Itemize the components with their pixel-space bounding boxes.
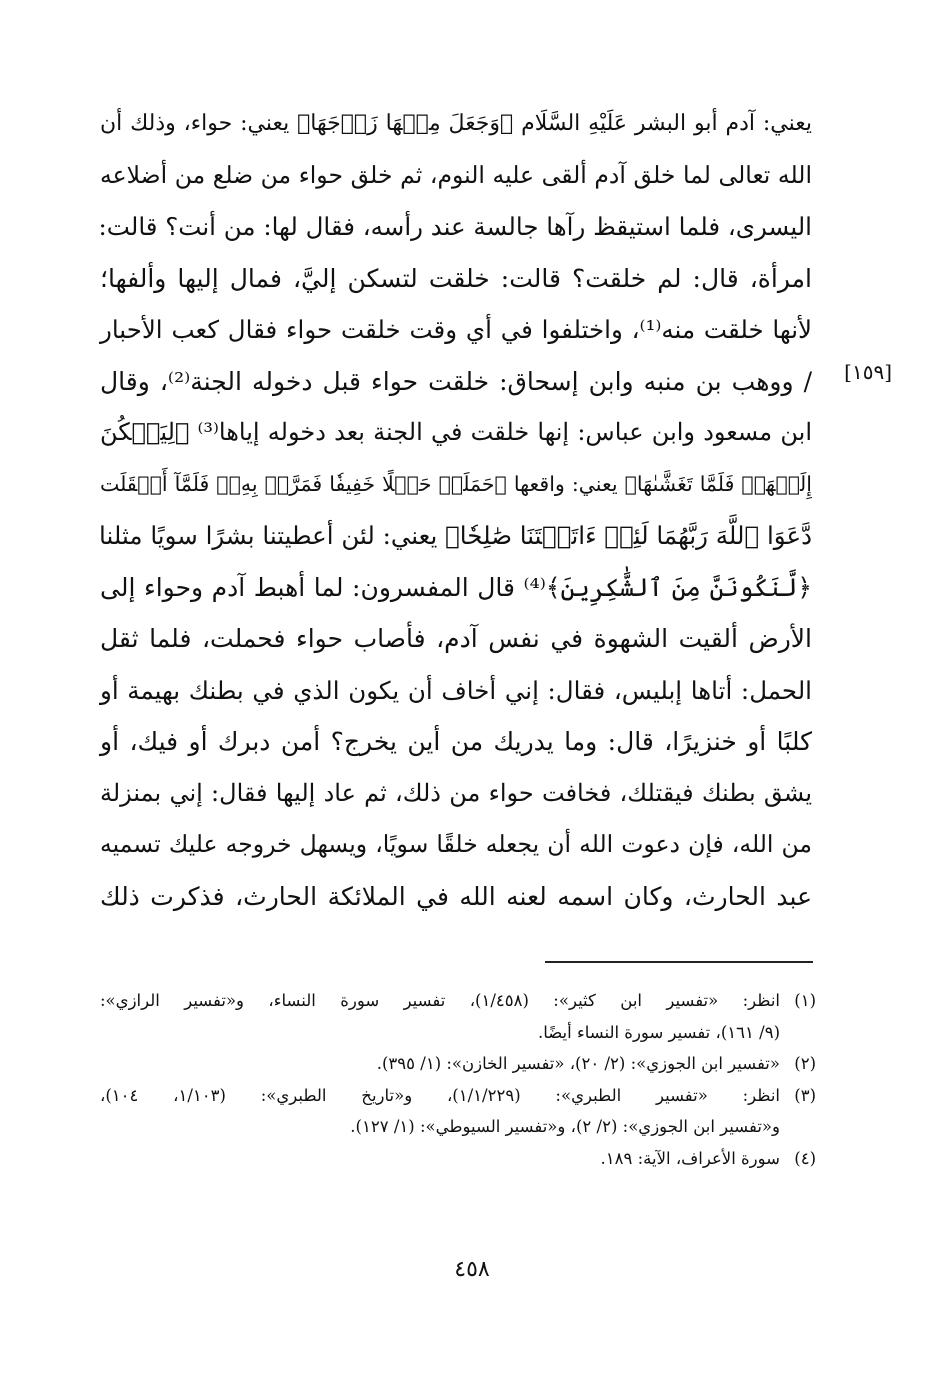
footnote-text: «تفسير ابن الجوزي»: (٢/ ٢٠)، «تفسير الخازن»: (١/ ٣٩٥). [376,1054,780,1073]
footnote-text: انظر: «تفسير ابن كثير»: (١/٤٥٨)، تفسير سورة النساء، و«تفسير الرازي»: [100,991,780,1010]
main-text-line: / ووهب بن منبه وابن إسحاق: خلقت حواء قبل دخوله الجنة⁽²⁾، وقال [100,366,812,396]
footnote-line [100,1080,816,1112]
main-text-line: ابن مسعود وابن عباس: إنها خلقت في الجنة بعد دخوله إياها⁽³⁾ ﴿لِيَسۡكُنَ [100,418,812,446]
footnote-line: (٩/ ١٦١)، تفسير سورة النساء أيضًا. [537,1022,780,1042]
main-text-line: دَّعَوَا ٱللَّهَ رَبَّهُمَا لَئِنۡ ءَاتَيۡتَنَا صَٰلِحٗا﴾ يعني: لئن أعطيتنا بشرًا سويًا مثلنا [99,521,812,550]
footnote-line [100,985,816,1017]
page-number: ٤٥٨ [454,1257,490,1282]
footnote-line [100,1048,816,1080]
footnotes-block [100,985,816,1174]
footnote-text: انظر: «تفسير الطبري»: (١/١/٢٢٩)، و«تاريخ الطبري»: (١/١٠٣، ١٠٤)، [100,1085,780,1105]
main-text-line: إِلَيۡهَاۖ فَلَمَّا تَغَشَّىٰهَا﴾ يعني: واقعها ﴿حَمَلَتۡ حَمۡلًا خَفِيفٗا فَمَرَّتۡ بِهِۦۖ فَلَمَّآ أَثۡقَلَت [100,471,812,496]
main-text-line: يعني: آدم أبو البشر عَلَيْهِ السَّلَام ﴿وَجَعَلَ مِنۡهَا زَوۡجَهَا﴾ يعني: حواء، وذلك أن [100,111,812,136]
main-text-line: امرأة، قال: لم خلقت؟ قالت: خلقت لتسكن إليَّ، فمال إليها وألفها؛ [100,263,812,293]
main-text-line: لأنها خلقت منه⁽¹⁾، واختلفوا في أي وقت خلقت حواء فقال كعب الأحبار [100,315,812,344]
footnote-separator [545,961,813,963]
main-text-block [100,98,812,922]
main-text-line: يشق بطنك فيقتلك، فخافت حواء من ذلك، ثم عاد إليها فقال: إني بمنزلة [100,778,812,807]
main-text-line: كلبًا أو خنزيرًا، قال: وما يدريك من أين يخرج؟ أمن دبرك أو فيك، أو [100,727,812,756]
footnote-text: سورة الأعراف، الآية: ١٨٩. [600,1148,780,1168]
footnote-line [100,1143,816,1175]
main-text-line: اليسرى، فلما استيقظ رآها جالسة عند رأسه، فقال لها: من أنت؟ قالت: [98,212,812,241]
main-text-line: الأرض ألقيت الشهوة في نفس آدم، فأصاب حواء فحملت، فلما ثقل [100,624,812,653]
main-text-line: الحمل: أتاها إبليس، فقال: إني أخاف أن يكون الذي في بطنك بهيمة أو [100,675,812,705]
main-text-line: من الله، فإن دعوت الله أن يجعله خلقًا سويًا، ويسهل خروجه عليك تسميه [100,830,812,858]
footnote-number: (٤) [794,1148,816,1168]
footnote-line: و«تفسير ابن الجوزي»: (٢/ ٢)، و«تفسير السيوطي»: (١/ ١٢٧). [350,1117,780,1136]
footnote-number: (١) [794,991,816,1010]
main-text-line: عبد الحارث، وكان اسمه لعنه الله في الملائكة الحارث، فذكرت ذلك [100,881,812,911]
margin-page-marker: [١٥٩] [844,360,892,384]
footnote-number: (٣) [794,1085,816,1105]
main-text-line: الله تعالى لما خلق آدم ألقى عليه النوم، ثم خلق حواء من ضلع من أضلاعه [100,160,812,189]
footnote-number: (٢) [794,1054,816,1073]
main-text-line: ﴿لَّنَكُونَنَّ مِنَ ٱلشَّٰكِرِينَ﴾⁽⁴⁾ قال المفسرون: لما أهبط آدم وحواء إلى [100,572,812,602]
